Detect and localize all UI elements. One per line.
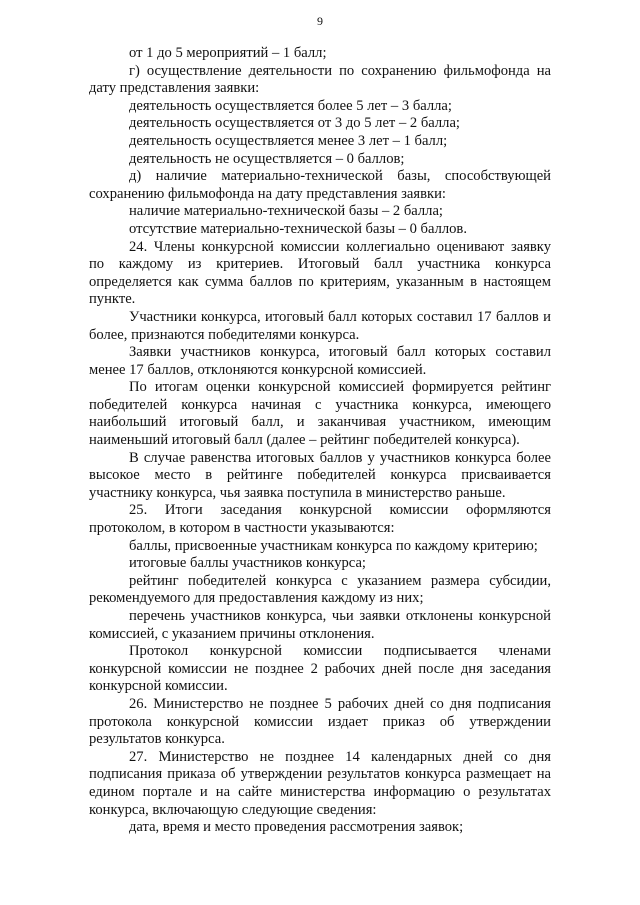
paragraph: Протокол конкурсной комиссии подписывается членами конкурсной комиссии не позднее 2 рабочих дней после дня заседания конкурсной комиссии.: [89, 643, 551, 695]
paragraph: деятельность не осуществляется – 0 баллов;: [129, 150, 405, 167]
paragraph: д) наличие материально-технической базы, способствующей сохранению фильмофонда на дату представления заявки:: [89, 168, 551, 202]
paragraph: деятельность осуществляется менее 3 лет – 1 балл;: [129, 132, 448, 149]
document-body: [89, 45, 551, 837]
paragraph: деятельность осуществляется более 5 лет – 3 балла;: [129, 97, 452, 114]
paragraph: отсутствие материально-технической базы – 0 баллов.: [129, 220, 467, 237]
paragraph: 25. Итоги заседания конкурсной комиссии оформляются протоколом, в котором в частности указываются:: [89, 502, 551, 537]
paragraph: наличие материально-технической базы – 2 балла;: [129, 203, 443, 220]
paragraph: г) осуществление деятельности по сохранению фильмофонда на дату представления заявки:: [89, 62, 551, 97]
paragraph: итоговые баллы участников конкурса;: [129, 555, 366, 572]
paragraph: 24. Члены конкурсной комиссии коллегиально оценивают заявку по каждому из критериев. Итоговый балл участника конкурса определяется как сумма баллов по критериям, указанным в настоящем пункте.: [89, 238, 551, 308]
paragraph: от 1 до 5 мероприятий – 1 балл;: [129, 45, 327, 61]
paragraph: баллы, присвоенные участникам конкурса по каждому критерию;: [129, 537, 538, 554]
paragraph: 27. Министерство не позднее 14 календарных дней со дня подписания приказа об утверждении результатов конкурса размещает на едином портале и на сайте министерства информацию о результатах конкурса, включающую следующие сведения:: [89, 748, 551, 818]
paragraph: 26. Министерство не позднее 5 рабочих дней со дня подписания протокола конкурсной комиссии издает приказ об утверждении результатов конкурса.: [89, 695, 551, 748]
paragraph: Участники конкурса, итоговый балл которых составил 17 баллов и более, признаются победителями конкурса.: [89, 308, 551, 343]
paragraph: По итогам оценки конкурсной комиссией формируется рейтинг победителей конкурса начиная с участника конкурса, имеющего наибольший итоговый балл, и заканчивая участником, имеющим наименьший итоговый балл (далее – рейтинг победителей конкурса).: [89, 379, 551, 449]
page-number: 9: [317, 14, 323, 28]
paragraph: В случае равенства итоговых баллов у участников конкурса более высокое место в рейтинге победителей конкурса присваивается участнику конкурса, чья заявка поступила в министерство раньше.: [89, 449, 551, 501]
paragraph: перечень участников конкурса, чьи заявки отклонены конкурсной комиссией, с указанием причины отклонения.: [89, 608, 551, 642]
paragraph: рейтинг победителей конкурса с указанием размера субсидии, рекомендуемого для предоставления каждому из них;: [89, 572, 551, 607]
paragraph: Заявки участников конкурса, итоговый балл которых составил менее 17 баллов, отклоняются конкурсной комиссией.: [89, 344, 551, 378]
paragraph: деятельность осуществляется от 3 до 5 лет – 2 балла;: [129, 115, 460, 132]
paragraph: дата, время и место проведения рассмотрения заявок;: [129, 819, 464, 836]
